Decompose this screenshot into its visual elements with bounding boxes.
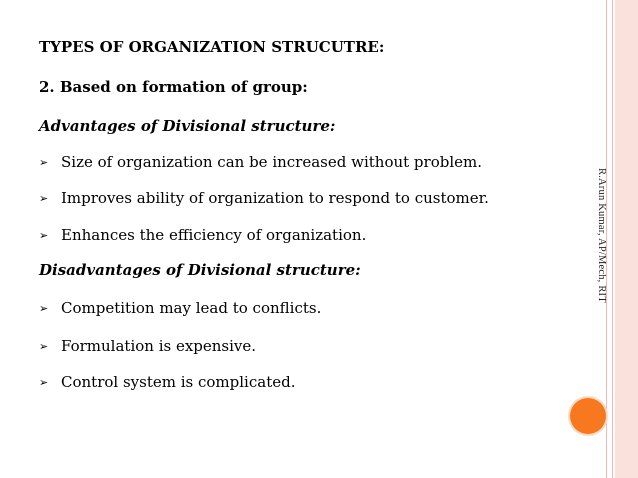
list-item-text: Formulation is expensive.	[61, 337, 257, 355]
list-item-text: Size of organization can be increased without problem.	[61, 153, 483, 171]
decorative-circle	[570, 398, 606, 434]
advantages-heading: Advantages of Divisional structure:	[39, 117, 336, 135]
slide-title: TYPES OF ORGANIZATION STRUCUTRE:	[39, 38, 385, 56]
decorative-band	[615, 0, 638, 478]
decorative-band-line	[612, 0, 613, 478]
bullet-arrow-icon: ➢	[39, 155, 49, 169]
bullet-arrow-icon: ➢	[39, 301, 49, 315]
list-item-text: Enhances the efficiency of organization.	[61, 226, 367, 244]
author-credit: R.Arun Kumar, AP/Mech, RIT	[596, 168, 607, 303]
bullet-arrow-icon: ➢	[39, 339, 49, 353]
list-item	[39, 373, 295, 391]
slide-subtitle: 2. Based on formation of group:	[39, 78, 308, 96]
list-item	[39, 226, 366, 244]
list-item	[39, 337, 256, 355]
bullet-arrow-icon: ➢	[39, 191, 49, 205]
list-item-text: Competition may lead to conflicts.	[61, 299, 322, 317]
bullet-arrow-icon: ➢	[39, 375, 49, 389]
list-item	[39, 299, 321, 317]
list-item-text: Improves ability of organization to respond to customer.	[61, 189, 489, 207]
list-item	[39, 153, 482, 171]
list-item	[39, 189, 489, 207]
disadvantages-heading: Disadvantages of Divisional structure:	[39, 261, 361, 279]
list-item-text: Control system is complicated.	[61, 373, 296, 391]
bullet-arrow-icon: ➢	[39, 228, 49, 242]
